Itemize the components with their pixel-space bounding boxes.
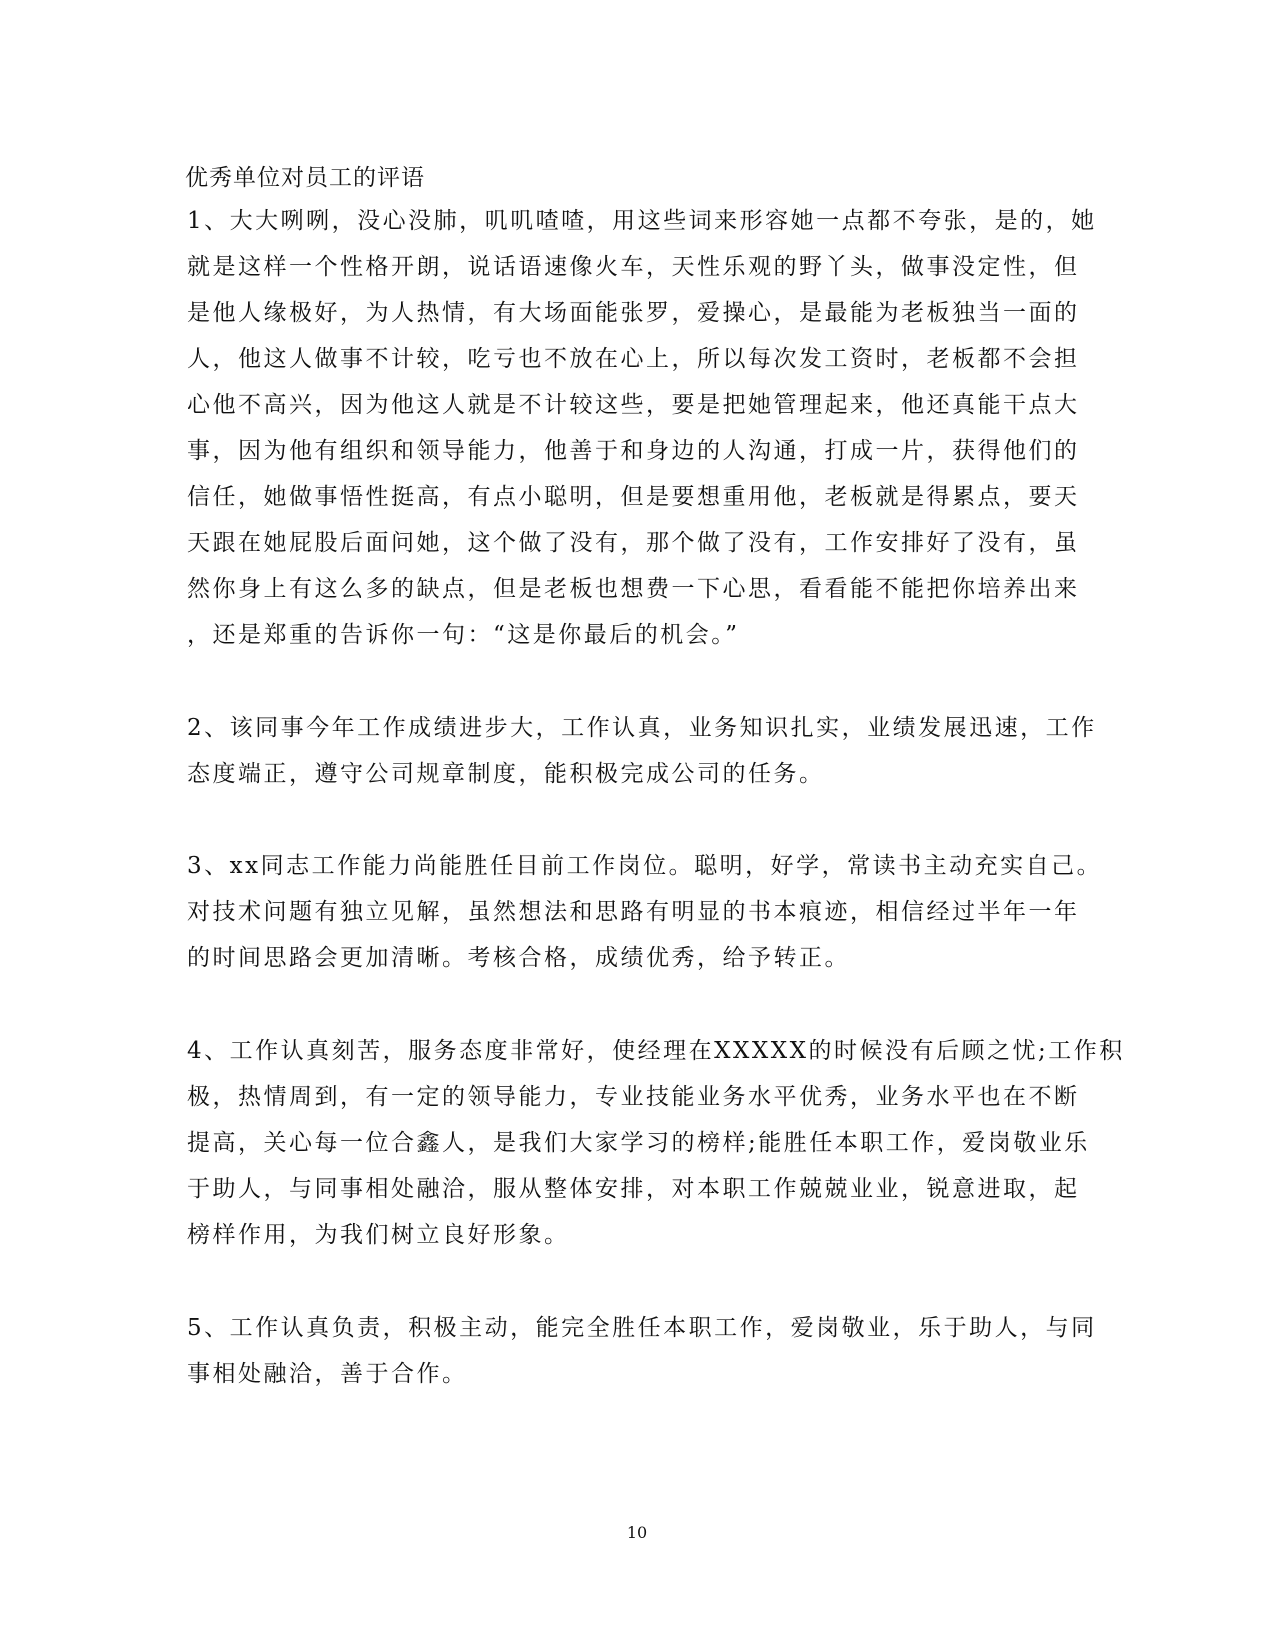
paragraph-line: 心他不高兴，因为他这人就是不计较这些，要是把她管理起来，他还真能干点大 <box>187 392 1080 418</box>
paragraph-line: 天跟在她屁股后面问她，这个做了没有，那个做了没有，工作安排好了没有，虽 <box>187 530 1080 556</box>
paragraph-line: 提高，关心每一位合鑫人，是我们大家学习的榜样;能胜任本职工作，爱岗敬业乐 <box>187 1130 1090 1156</box>
paragraph-line: ，还是郑重的告诉你一句：“这是你最后的机会。” <box>187 622 740 648</box>
page-number: 10 <box>626 1523 648 1542</box>
paragraph-line: 3、xx同志工作能力尚能胜任目前工作岗位。聪明，好学，常读书主动充实自己。 <box>187 853 1103 879</box>
paragraph-line: 2、该同事今年工作成绩进步大，工作认真，业务知识扎实，业绩发展迅速，工作 <box>187 715 1097 741</box>
document-title: 优秀单位对员工的评语 <box>185 165 425 191</box>
paragraph-line: 人，他这人做事不计较，吃亏也不放在心上，所以每次发工资时，老板都不会担 <box>187 346 1080 372</box>
paragraph-line: 于助人，与同事相处融洽，服从整体安排，对本职工作兢兢业业，锐意进取，起 <box>187 1176 1080 1202</box>
paragraph-line: 事，因为他有组织和领导能力，他善于和身边的人沟通，打成一片，获得他们的 <box>187 438 1080 464</box>
paragraph-line: 信任，她做事悟性挺高，有点小聪明，但是要想重用他，老板就是得累点，要天 <box>187 484 1080 510</box>
paragraph-line: 榜样作用，为我们树立良好形象。 <box>187 1222 570 1248</box>
paragraph-line: 然你身上有这么多的缺点，但是老板也想费一下心思，看看能不能把你培养出来 <box>187 576 1080 602</box>
paragraph-line: 就是这样一个性格开朗，说话语速像火车，天性乐观的野丫头，做事没定性，但 <box>187 254 1080 280</box>
paragraph-line: 态度端正，遵守公司规章制度，能积极完成公司的任务。 <box>187 761 825 787</box>
paragraph-line: 1、大大咧咧，没心没肺，叽叽喳喳，用这些词来形容她一点都不夸张，是的，她 <box>187 208 1097 234</box>
paragraph-line: 极，热情周到，有一定的领导能力，专业技能业务水平优秀，业务水平也在不断 <box>187 1084 1080 1110</box>
paragraph-line: 是他人缘极好，为人热情，有大场面能张罗，爱操心，是最能为老板独当一面的 <box>187 300 1080 326</box>
paragraph-line: 对技术问题有独立见解，虽然想法和思路有明显的书本痕迹，相信经过半年一年 <box>187 899 1080 925</box>
paragraph-line: 4、工作认真刻苦，服务态度非常好，使经理在XXXXX的时候没有后顾之忧;工作积 <box>187 1038 1125 1064</box>
paragraph-line: 5、工作认真负责，积极主动，能完全胜任本职工作，爱岗敬业，乐于助人，与同 <box>187 1315 1097 1341</box>
paragraph-line: 的时间思路会更加清晰。考核合格，成绩优秀，给予转正。 <box>187 945 850 971</box>
paragraph-line: 事相处融洽，善于合作。 <box>187 1361 468 1387</box>
